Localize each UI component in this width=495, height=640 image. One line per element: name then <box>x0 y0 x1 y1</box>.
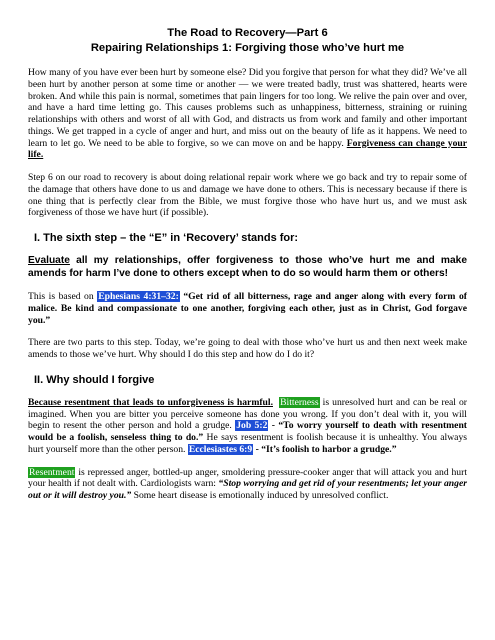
scripture-verse-ephesians: “Get rid of all bitterness, rage and anger along with every form of malice. Be kind and compassionate to one another, forgiving each other, just as in Christ, God forgave you.” <box>28 291 468 326</box>
page-title: The Road to Recovery—Part 6 <box>167 27 328 39</box>
intro-text: How many of you have ever been hurt by someone else? Did you forgive that person for what they did? We’ve all been hurt by another person at some time or another — we were treated badly, trust was shattered, hearts were broken. And while this pain is normal, sometimes that pain lingers for too long. We relive the pain over and over, and have a hard time letting go. This causes problems such as unhappiness, bitterness, straining or ruining relationships with others and worst of all with God, and distracts us from work and family and other important things. We get trapped in a cycle of anger and hurt, and miss out on the beauty of life as it happens. We need to learn to let go. We need to be able to forgive, so we can move on and be happy. <box>28 67 467 149</box>
step-statement-text: all my relationships, offer forgiveness to those who’ve hurt me and make amends for harm I’ve done to others except when to do so would harm them or others! <box>28 255 467 279</box>
based-on-label: This is based on <box>28 291 98 303</box>
resentment-text-b: Some heart disease is emotionally induced by unresolved conflict. <box>131 490 389 502</box>
term-resentment: Resentment <box>29 466 75 478</box>
cardiologist-quote: “Stop worrying and get rid of your resentments; let your anger out or it will destroy you.” <box>28 478 467 502</box>
scripture-reference-ephesians: Ephesians 4:31–32: <box>98 291 179 303</box>
scripture-reference-job: Job 5:2 <box>236 420 268 432</box>
term-bitterness: Bitterness <box>280 396 319 408</box>
scripture-quote-ecclesiastes: - “It’s foolish to harbor a grudge.” <box>253 443 397 455</box>
resentment-text-a: is repressed anger, bottled-up anger, smoldering pressure-cooker anger that will attack you and hurt your health if not dealt with. Cardiologists warn: <box>28 466 467 490</box>
step-intro-paragraph: Step 6 on our road to recovery is about doing relational repair work where we go back and try to repair some of the damage that others have done to us and damage we have done to others. This is necessary because if there is one thing that is perfectly clear from the Bible, we must forgive those who have hurt us, and we must ask forgiveness of those we have hurt (if possible). <box>28 172 467 219</box>
step-lead-word: Evaluate <box>28 255 70 266</box>
intro-emphasis: Forgiveness can change your life. <box>28 137 468 161</box>
bitterness-lead: Because resentment that leads to unforgiveness is harmful. <box>28 396 273 408</box>
two-parts-paragraph: There are two parts to this step. Today, we’re going to deal with those who’ve hurt us and then next week make amends to those we’ve hurt. Why should I do this step and how do I do it? <box>28 337 467 361</box>
section1-heading: I. The sixth step – the “E” in ‘Recovery’ stands for: <box>34 232 299 244</box>
step-statement <box>28 255 467 280</box>
section2-heading: II. Why should I forgive <box>34 373 155 386</box>
bitterness-paragraph <box>28 397 467 456</box>
scripture-quote-job: - “To worry yourself to death with resentment would be a foolish, senseless thing to do.” <box>28 420 467 444</box>
bitterness-text-a: is unresolved hurt and can be real or imagined. When you are bitter you perceive someone has done you wrong. If you don’t deal with it, you will begin to resent the other person and hold a grudge. <box>28 396 468 432</box>
bitterness-text-b: He says resentment is foolish because it is unhealthy. You always hurt yourself more than the other person. <box>28 432 468 455</box>
intro-paragraph <box>28 67 467 161</box>
scripture-reference-ecclesiastes: Ecclesiastes 6:9 <box>188 443 253 455</box>
resentment-paragraph <box>28 467 467 502</box>
page-subtitle: Repairing Relationships 1: Forgiving those who’ve hurt me <box>90 42 405 54</box>
scripture-basis-paragraph <box>28 291 467 326</box>
